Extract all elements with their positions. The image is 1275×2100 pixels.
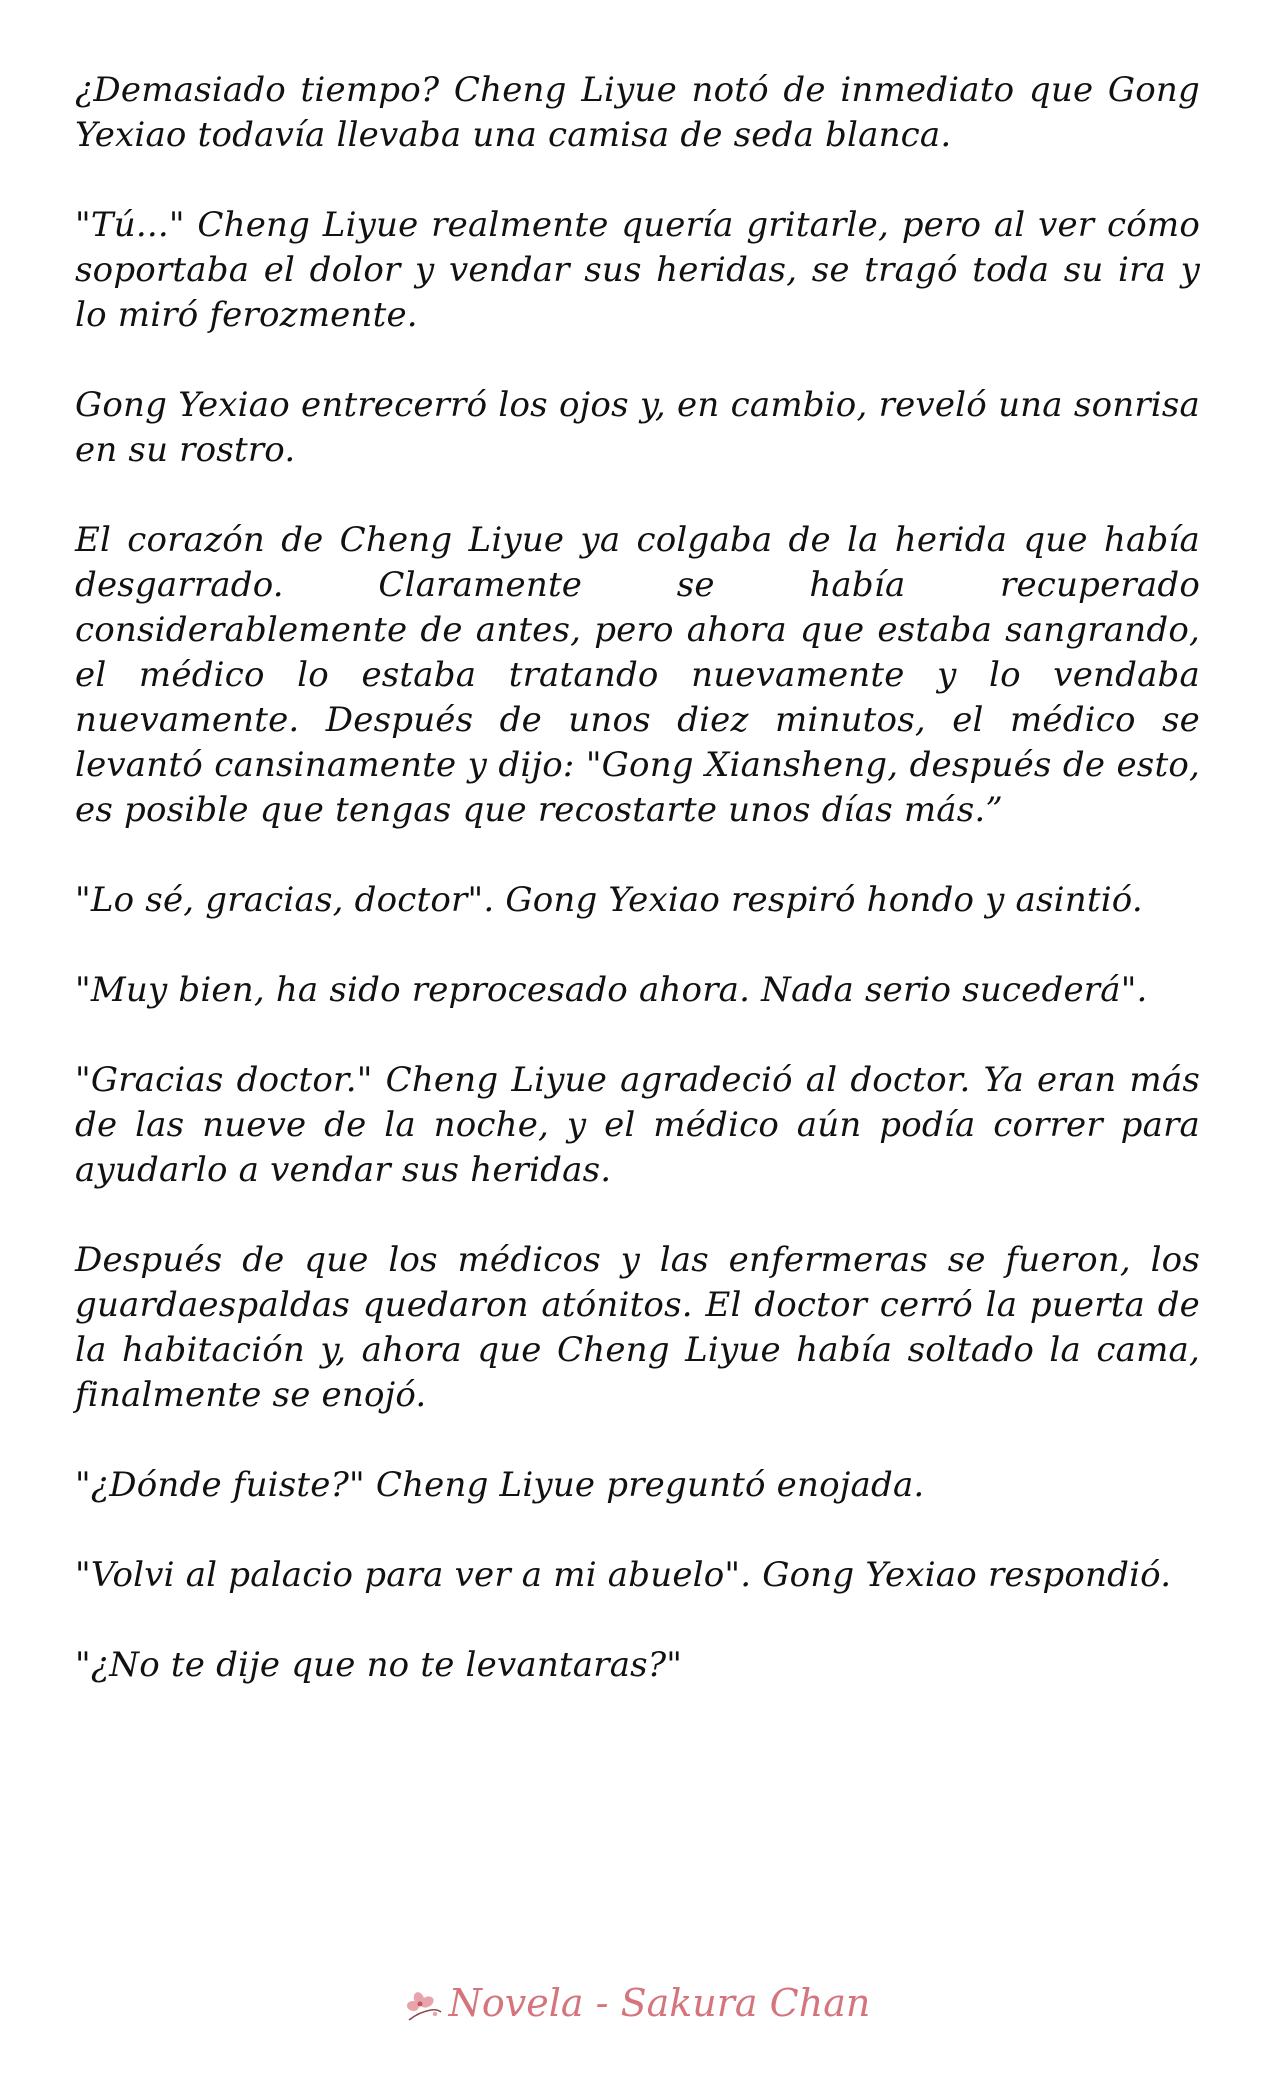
sakura-flower-icon	[405, 1990, 443, 2024]
paragraph-4: El corazón de Cheng Liyue ya colgaba de la herida que había desgarrado. Claramente se había recuperado considerablemente de antes, pero ahora que estaba sangrando, el médico lo estaba tratando nuevamente y lo vendaba nuevamente. Después de unos diez minutos, el médico se levantó cansinamente y dijo: "Gong Xiansheng, después de esto, es posible que tengas que recostarte unos días más.”	[75, 520, 1200, 830]
paragraph-6: "Muy bien, ha sido reprocesado ahora. Nada serio sucederá".	[75, 970, 1148, 1010]
paragraph-2: "Tú..." Cheng Liyue realmente quería gritarle, pero al ver cómo soportaba el dolor y vendar sus heridas, se tragó toda su ira y lo miró ferozmente.	[75, 205, 1200, 335]
paragraph-5: "Lo sé, gracias, doctor". Gong Yexiao respiró hondo y asintió.	[75, 880, 1143, 920]
paragraph-8: Después de que los médicos y las enfermeras se fueron, los guardaespaldas quedaron atónitos. El doctor cerró la puerta de la habitación y, ahora que Cheng Liyue había soltado la cama, finalmente se enojó.	[75, 1240, 1200, 1415]
paragraph-10: "Volvi al palacio para ver a mi abuelo". Gong Yexiao respondió.	[75, 1555, 1172, 1595]
footer-text: Novela - Sakura Chan	[448, 1981, 871, 2025]
paragraph-11: "¿No te dije que no te levantaras?"	[75, 1645, 683, 1685]
paragraph-3: Gong Yexiao entrecerró los ojos y, en cambio, reveló una sonrisa en su rostro.	[75, 385, 1200, 470]
paragraph-9: "¿Dónde fuiste?" Cheng Liyue preguntó enojada.	[75, 1465, 925, 1505]
paragraph-7: "Gracias doctor." Cheng Liyue agradeció al doctor. Ya eran más de las nueve de la noche, y el médico aún podía correr para ayudarlo a vendar sus heridas.	[75, 1060, 1200, 1190]
document-body	[75, 68, 1200, 1733]
watermark-footer	[0, 1978, 1275, 2028]
paragraph-1: ¿Demasiado tiempo? Cheng Liyue notó de inmediato que Gong Yexiao todavía llevaba una camisa de seda blanca.	[75, 70, 1200, 155]
